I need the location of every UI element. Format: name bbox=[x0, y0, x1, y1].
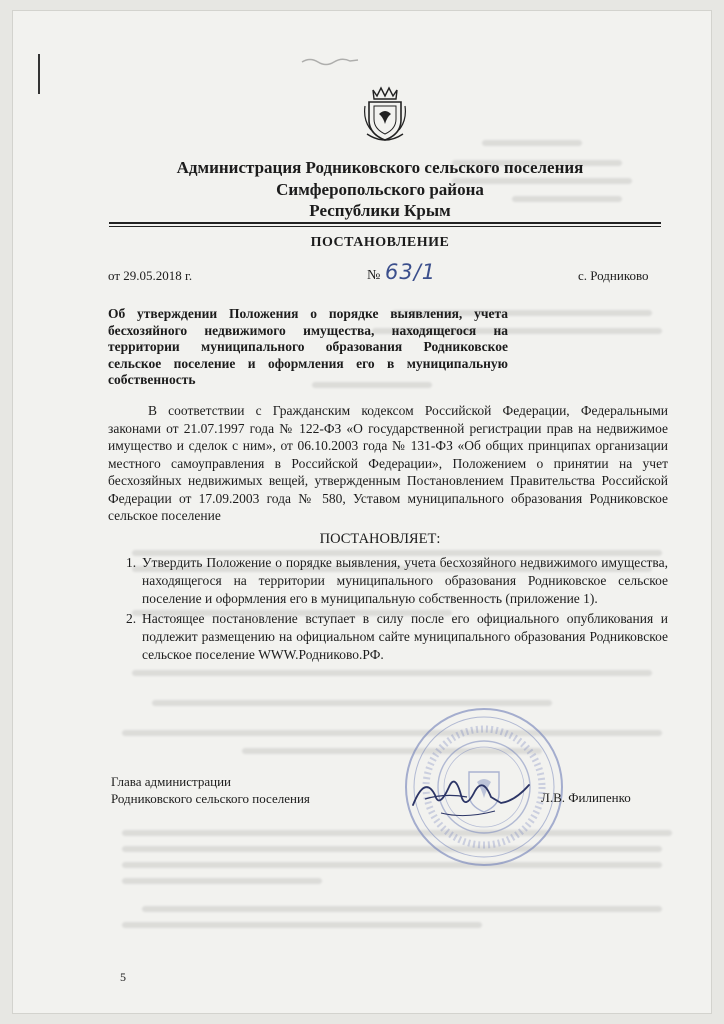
decree-item-number: 2. bbox=[126, 611, 137, 626]
header-line-2: Симферопольского района bbox=[276, 180, 484, 199]
decree-item bbox=[112, 554, 668, 608]
faint-scribble-icon bbox=[300, 56, 360, 66]
handwritten-signature bbox=[405, 765, 535, 825]
handwritten-number: 63/1 bbox=[385, 260, 437, 284]
document-date: от 29.05.2018 г. bbox=[108, 268, 193, 283]
document-page bbox=[12, 10, 712, 1014]
header-line-3: Республики Крым bbox=[309, 201, 451, 220]
signatory-role bbox=[111, 773, 310, 807]
document-type: ПОСТАНОВЛЕНИЕ bbox=[310, 235, 450, 250]
signatory-role-line-1: Глава администрации bbox=[111, 774, 232, 789]
decree-heading: ПОСТАНОВЛЯЕТ: bbox=[319, 531, 441, 547]
signatory-role-line-2: Родниковского сельского поселения bbox=[111, 791, 310, 806]
header-rule-thick bbox=[109, 222, 661, 224]
margin-mark bbox=[38, 54, 40, 94]
header-line-1: Администрация Родниковского сельского поселения bbox=[176, 158, 584, 177]
signatory-name: Л.В. Филипенко bbox=[541, 790, 631, 805]
decree-item-text: Утвердить Положение о порядке выявления, учета бесхозяйного недвижимого имущества, находящегося на территории муниципального образования Родниковское сельское поселение и оформления его в муниципальную собственность (приложение 1). bbox=[142, 555, 668, 606]
number-label: № bbox=[367, 268, 381, 283]
decree-item-number: 1. bbox=[126, 555, 137, 570]
decree-items-list bbox=[112, 554, 668, 666]
page-number: 5 bbox=[120, 970, 126, 984]
coat-of-arms-emblem bbox=[361, 84, 409, 144]
document-subject: Об утверждении Положения о порядке выявления, учета бесхозяйного недвижимого имущества, находящегося на территории муниципального образования Родниковское сельское поселение и оформления его в муниципальную собственность bbox=[108, 306, 508, 387]
decree-item-text: Настоящее постановление вступает в силу после его официального опубликования и подлежит размещению на официальном сайте муниципального образования Родниковское сельское поселение WWW.Родниково.РФ. bbox=[142, 611, 668, 662]
header-rule-thin bbox=[109, 226, 661, 227]
preamble-paragraph: В соответствии с Гражданским кодексом Российской Федерации, Федеральными законами от 21.07.1997 года № 122-ФЗ «О государственной регистрации прав на недвижимое имущество и сделок с ним», от 06.10.2003 года № 131-ФЗ «Об общих принципах организации местного самоуправления в Российской Федерации», Положением о принятии на учет бесхозяйных недвижимых вещей, утвержденным Постановлением Правительства Российской Федерации от 17.09.2003 года № 580, Уставом муниципального образования Родниковское сельское поселение bbox=[108, 403, 668, 523]
document-place: с. Родниково bbox=[578, 268, 649, 283]
decree-item bbox=[112, 610, 668, 664]
